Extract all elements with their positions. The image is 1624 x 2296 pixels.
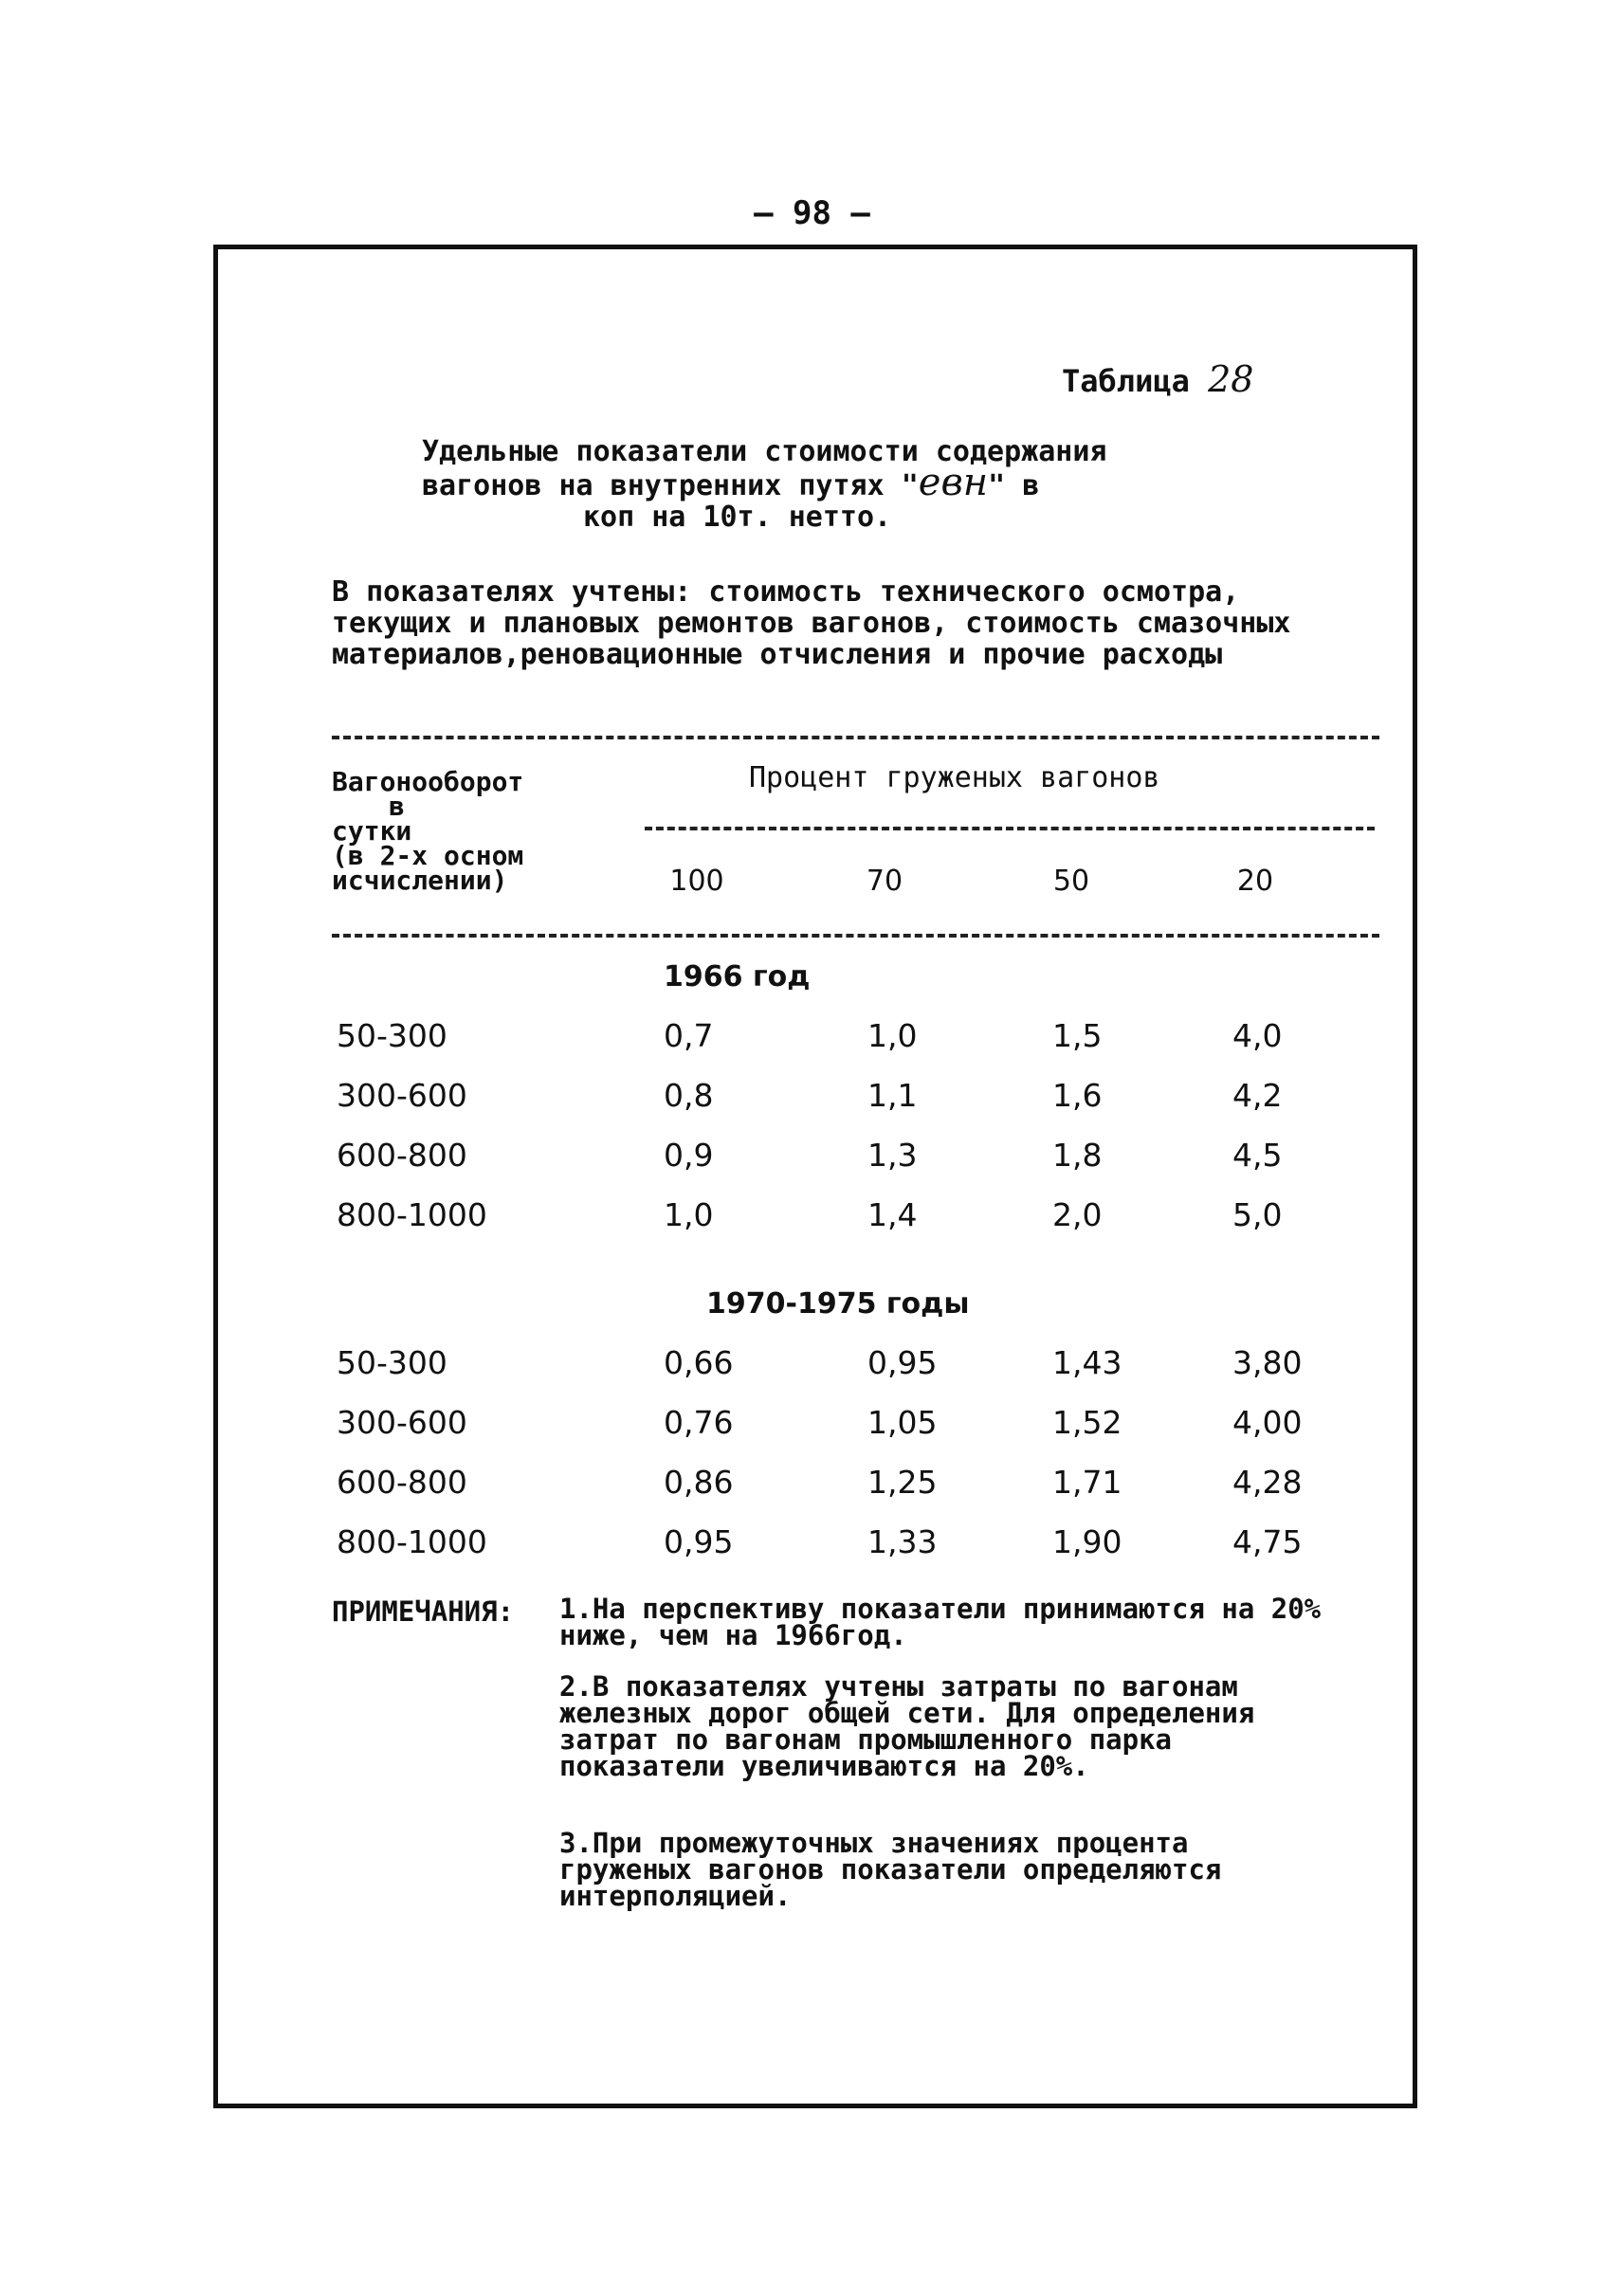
value-cell: 1,0 bbox=[664, 1196, 714, 1233]
value-cell: 1,3 bbox=[867, 1137, 918, 1174]
value-cell: 0,95 bbox=[867, 1344, 938, 1381]
section-year: 1966 год bbox=[664, 960, 811, 993]
value-cell: 0,86 bbox=[664, 1464, 734, 1501]
value-cell: 2,0 bbox=[1052, 1196, 1103, 1233]
column-header-50: 50 bbox=[1052, 865, 1090, 898]
value-cell: 1,5 bbox=[1052, 1017, 1103, 1054]
table-title bbox=[422, 436, 1199, 533]
value-cell: 0,9 bbox=[664, 1137, 714, 1174]
title-line-3: коп на 10т. нетто. bbox=[583, 501, 892, 534]
table-row bbox=[337, 1077, 1379, 1119]
range-cell: 800-1000 bbox=[337, 1196, 487, 1233]
table-row bbox=[337, 1137, 1379, 1178]
value-cell: 1,6 bbox=[1052, 1077, 1103, 1114]
value-cell: 1,43 bbox=[1052, 1344, 1122, 1381]
description: В показателях учтены: стоимость технического осмотра, текущих и плановых ремонтов вагонов, стоимость смазочных материалов,реновационные отчисления и прочие расходы bbox=[332, 575, 1291, 671]
column-group-rule bbox=[645, 827, 1375, 830]
value-cell: 1,05 bbox=[867, 1404, 938, 1441]
value-cell: 1,33 bbox=[867, 1523, 938, 1560]
row-header-line: сутки bbox=[332, 815, 412, 847]
note-item: 1.На перспективу показатели принимаются на 20% ниже, чем на 1966год. bbox=[559, 1593, 1322, 1651]
table-row bbox=[337, 1404, 1379, 1446]
column-header-100: 100 bbox=[669, 865, 724, 898]
column-header-20: 20 bbox=[1236, 865, 1274, 898]
value-cell: 0,7 bbox=[664, 1017, 714, 1054]
range-cell: 300-600 bbox=[337, 1404, 467, 1441]
header-top-rule bbox=[332, 736, 1379, 739]
value-cell: 4,75 bbox=[1232, 1523, 1303, 1560]
row-header bbox=[332, 766, 578, 896]
value-cell: 5,0 bbox=[1232, 1196, 1283, 1233]
note-item: 2.В показателях учтены затраты по вагонам железных дорог общей сети. Для определения затрат по вагонам промышленного парка показатели увеличиваются на 20%. bbox=[559, 1670, 1255, 1782]
range-cell: 50-300 bbox=[337, 1017, 447, 1054]
section-year: 1970-1975 годы bbox=[706, 1287, 970, 1321]
table-label bbox=[1062, 358, 1253, 400]
value-cell: 4,0 bbox=[1232, 1017, 1283, 1054]
table-row bbox=[337, 1464, 1379, 1505]
value-cell: 1,1 bbox=[867, 1077, 918, 1114]
value-cell: 1,52 bbox=[1052, 1404, 1122, 1441]
notes-label: ПРИМЕЧАНИЯ: bbox=[332, 1595, 515, 1628]
title-line-2: вагонов на внутренних путях "eвн" в bbox=[422, 461, 1040, 504]
coefficient-symbol: eвн bbox=[918, 461, 989, 504]
table-number: 28 bbox=[1208, 358, 1254, 400]
value-cell: 1,8 bbox=[1052, 1137, 1103, 1174]
note-item: 3.При промежуточных значениях процента груженых вагонов показатели определяются интерполяцией. bbox=[559, 1827, 1222, 1912]
table-row bbox=[337, 1344, 1379, 1386]
range-cell: 800-1000 bbox=[337, 1523, 487, 1560]
column-header-70: 70 bbox=[866, 865, 903, 898]
value-cell: 0,95 bbox=[664, 1523, 734, 1560]
value-cell: 0,76 bbox=[664, 1404, 734, 1441]
value-cell: 1,25 bbox=[867, 1464, 938, 1501]
value-cell: 4,00 bbox=[1232, 1404, 1303, 1441]
range-cell: 50-300 bbox=[337, 1344, 447, 1381]
value-cell: 4,2 bbox=[1232, 1077, 1283, 1114]
value-cell: 4,5 bbox=[1232, 1137, 1283, 1174]
value-cell: 1,4 bbox=[867, 1196, 918, 1233]
row-header-line: в bbox=[389, 791, 405, 822]
header-bottom-rule bbox=[332, 934, 1379, 938]
value-cell: 0,8 bbox=[664, 1077, 714, 1114]
table-row bbox=[337, 1196, 1379, 1238]
range-cell: 300-600 bbox=[337, 1077, 467, 1114]
value-cell: 1,0 bbox=[867, 1017, 918, 1054]
page-number: – 98 – bbox=[754, 194, 870, 232]
value-cell: 3,80 bbox=[1232, 1344, 1303, 1381]
row-header-line: (в 2-х осном bbox=[332, 840, 524, 871]
range-cell: 600-800 bbox=[337, 1464, 467, 1501]
range-cell: 600-800 bbox=[337, 1137, 467, 1174]
value-cell: 4,28 bbox=[1232, 1464, 1303, 1501]
value-cell: 1,90 bbox=[1052, 1523, 1122, 1560]
table-row bbox=[337, 1523, 1379, 1565]
column-group-header: Процент груженых вагонов bbox=[749, 761, 1160, 794]
table-row bbox=[337, 1017, 1379, 1059]
value-cell: 0,66 bbox=[664, 1344, 734, 1381]
title-line-1: Удельные показатели стоимости содержания bbox=[422, 435, 1107, 468]
table-label-text: Таблица bbox=[1062, 363, 1190, 399]
value-cell: 1,71 bbox=[1052, 1464, 1122, 1501]
row-header-line: Вагонооборот bbox=[332, 766, 524, 797]
row-header-line: исчислении) bbox=[332, 865, 508, 896]
